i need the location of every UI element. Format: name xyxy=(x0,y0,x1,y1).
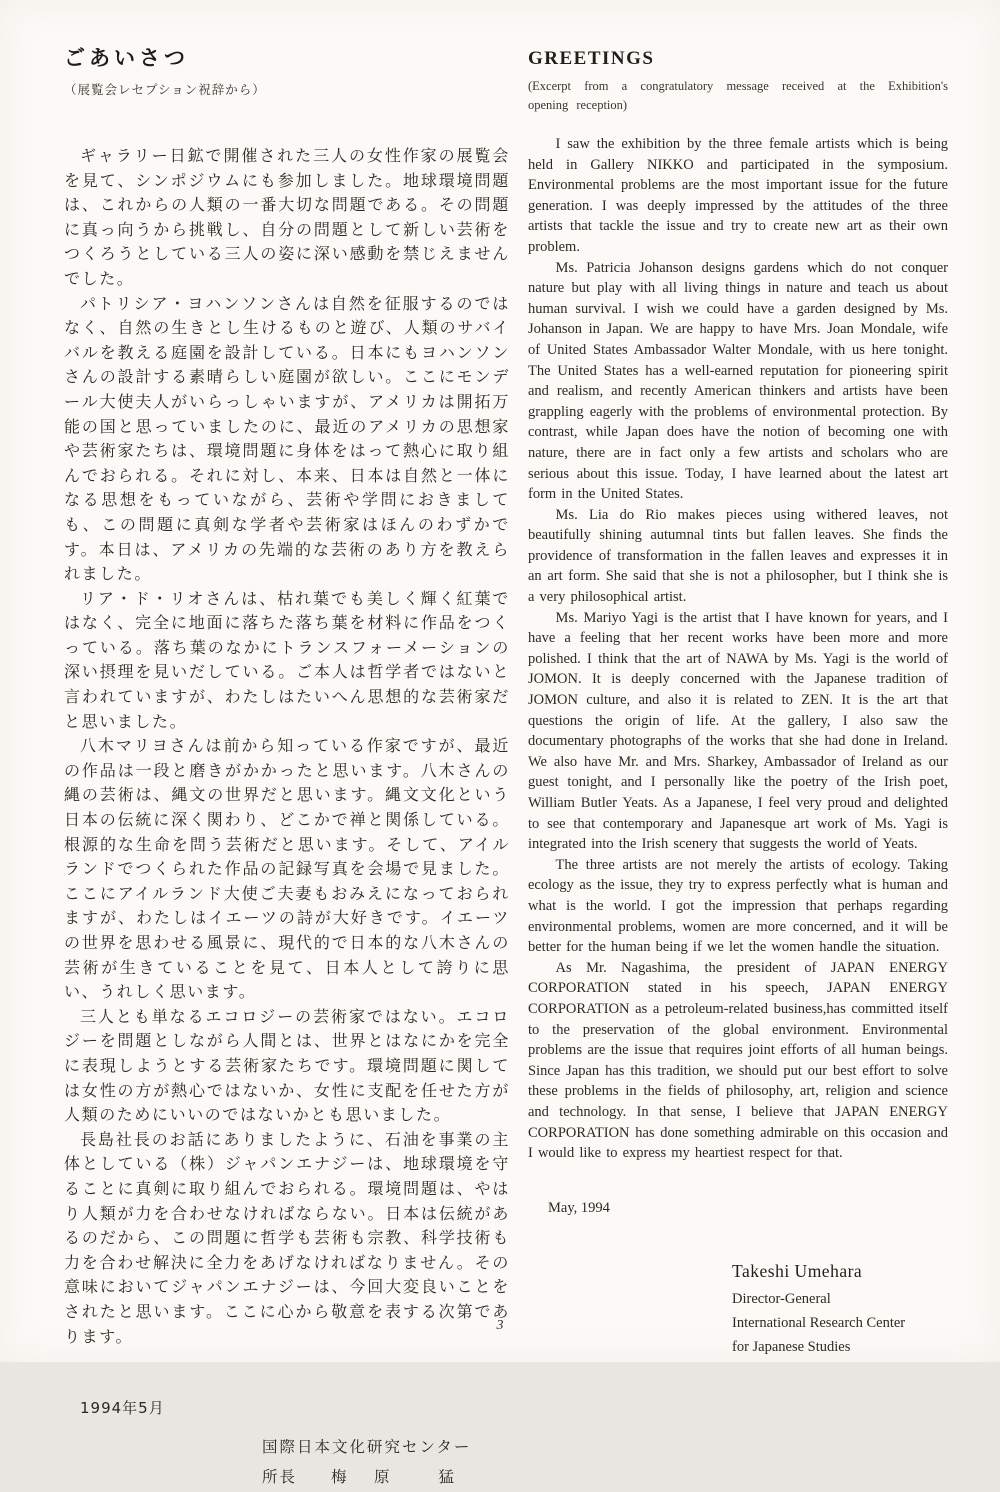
japanese-signature-block xyxy=(64,1432,510,1492)
japanese-paragraph: ギャラリー日鉱で開催された三人の女性作家の展覧会を見て、シンポジウムにも参加しました。地球環境問題は、これからの人類の一番大切な問題である。その問題に真っ向うから挑戦し、自分の問題として新しい芸術をつくろうとしている三人の姿に深い感動を禁じえませんでした。 xyxy=(64,146,510,288)
japanese-body xyxy=(64,144,510,1349)
japanese-signature-name: 梅 原 猛 xyxy=(331,1468,461,1487)
english-paragraph: I saw the exhibition by the three female artists which is being held in Gallery NIKKO and participated in the symposium. Environmental problems are the most important issue for the future generation. I was deeply impressed by the attitudes of the three artists that tackle the issue and try to create new art as their own problem. xyxy=(528,136,948,255)
english-signature-line: Director-General xyxy=(732,1290,831,1307)
english-date: May, 1994 xyxy=(548,1199,610,1216)
japanese-column xyxy=(64,42,510,1492)
english-column xyxy=(528,48,948,1359)
english-signature-line: International Research Center xyxy=(732,1314,906,1331)
japanese-paragraph: パトリシア・ヨハンソンさんは自然を征服するのではなく、自然の生きとし生けるものと遊び、人類のサバイバルを教える庭園を設計している。日本にもヨハンソンさんの設計する素晴らしい庭園が欲しい。ここにモンデール大使夫人がいらっしゃいますが、アメリカは開拓万能の国と思っていましたのに、最近のアメリカの思想家や芸術家たちは、環境問題に身体をはって熱心に取り組んでおられる。それに対し、本来、日本は自然と一体になる思想をもっていながら、芸術や学問におきましても、この問題に真剣な学者や芸術家はほんのわずかです。本日は、アメリカの先端的な芸術のあり方を教えられました。 xyxy=(64,293,510,584)
page-number: 3 xyxy=(496,1318,504,1333)
english-body xyxy=(528,134,948,1164)
english-signature-name: Takeshi Umehara xyxy=(732,1260,863,1281)
english-subtitle: (Excerpt from a congratulatory message received at the Exhibition's opening reception) xyxy=(528,79,948,112)
english-paragraph: Ms. Patricia Johanson designs gardens which do not conquer nature but play with all living things in nature and teach us about human survival. I wish we could have a garden designed by Ms. Johanson in Japan. We are happy to have Mrs. Joan Mondale, wife of United States Ambassador Walter Mondale, with us here tonight. The United States has a well-earned reputation for pioneering spirit and realism, and recently American thinkers and artists have been grappling eagerly with the problems of environmental protection. By contrast, while Japan does have the notion of becoming one with nature, there are in fact only a few artists and scholars who are serious about this issue. Today, I have learned about the latest art form in the United States. xyxy=(528,259,948,503)
english-paragraph: As Mr. Nagashima, the president of JAPAN ENERGY CORPORATION stated in his speech, JAPAN ENERGY CORPORATION as a petroleum-related business,has committed itself to the preservation of the global environment. Environmental problems are the issue that requires joint efforts of all human beings. Since Japan has this tradition, we should put our best effort to solve these problems in the fields of philosophy, art, religion and science and technology. In that sense, I believe that JAPAN ENERGY CORPORATION has done something admirable on this occasion and I would like to express my heartiest respect for that. xyxy=(528,959,948,1162)
japanese-paragraph: 三人とも単なるエコロジーの芸術家ではない。エコロジーを問題としながら人間とは、世界とはなにかを完全に表現しようとする芸術家たちです。環境問題に関しては女性の方が熱心ではないか、女性に支配を任せた方が人類のためにいいのではないかとも思いました。 xyxy=(64,1006,510,1125)
japanese-signature-org: 国際日本文化研究センター xyxy=(262,1438,472,1457)
english-paragraph: Ms. Lia do Rio makes pieces using withered leaves, not beautifully shining autumnal tints but fallen leaves. She finds the providence of transformation in the fallen leaves and expresses it in an art form. She said that she is not a philosopher, but I think she is a very philosophical artist. xyxy=(528,506,948,606)
english-signature-block xyxy=(528,1261,948,1359)
english-paragraph: Ms. Mariyo Yagi is the artist that I have known for years, and I have a feeling that her recent works have been more and more polished. I think that the art of NAWA by Ms. Yagi is the world of JOMON. It is deeply concerned with the Japanese tradition of JOMON culture, and also it is related to ZEN. It is the art that questions the origin of life. At the gallery, I also saw the documentary photographs of the works that she had done in Ireland. We also have Mr. and Mrs. Sharkey, Ambassador of Ireland as our guest tonight, and I personally like the poetry of the Irish poet, William Butler Yeats. As a Japanese, I feel very proud and delighted to see that contemporary and Japanesque art work of Ms. Yagi is integrated into the Irish scenery that suggests the world of Yeats. xyxy=(528,609,948,853)
english-signature-line: for Japanese Studies xyxy=(732,1338,851,1355)
japanese-title: ごあいさつ xyxy=(64,46,189,70)
japanese-date: 1994年5月 xyxy=(80,1399,165,1418)
japanese-subtitle: （展覧会レセプション祝辞から） xyxy=(64,82,266,97)
japanese-signature-line xyxy=(262,1462,510,1492)
japanese-paragraph: 八木マリヨさんは前から知っている作家ですが、最近の作品は一段と磨きがかかったと思います。八木さんの縄の芸術は、縄文の世界だと思います。縄文文化という日本の伝統に深く関わり、どこかで禅と関係している。根源的な生命を問う芸術だと思います。そして、アイルランドでつくられた作品の記録写真を会場で見ました。ここにアイルランド大使ご夫妻もおみえになっておられますが、わたしはイエーツの詩が大好きです。イエーツの世界を思わせる風景に、現代的で日本的な八木さんの芸術が生きていることを見て、日本人として誇りに思い、うれしく思います。 xyxy=(64,736,510,1002)
japanese-paragraph: リア・ド・リオさんは、枯れ葉でも美しく輝く紅葉ではなく、完全に地面に落ちた落ち葉を材料に作品をつくっている。落ち葉のなかにトランスフォーメーションの深い摂理を見いだしている。ご本人は哲学者ではないと言われていますが、わたしはたいへん思想的な芸術家だと思いました。 xyxy=(64,588,510,731)
english-paragraph: The three artists are not merely the artists of ecology. Taking ecology as the issue, they try to express perfectly what is human and what is the world. I got the impression that perhaps regarding environmental problems, women are more concerned, and it will be better for the human being if we let the women handle the situation. xyxy=(528,856,948,956)
japanese-signature-title: 所長 xyxy=(262,1468,298,1487)
japanese-paragraph: 長島社長のお話にありましたように、石油を事業の主体としている（株）ジャパンエナジーは、地球環境を守ることに真剣に取り組んでおられる。環境問題は、やはり人類が力を合わせなければならない。日本は伝統があるのだから、この問題に哲学も芸術も宗教、科学技術も力を合わせ解決に全力をあげなければなりません。その意味においてジャパンエナジーは、今回大変良いことをされたと思います。ここに心から敬意を表する次第であります。 xyxy=(64,1129,510,1346)
english-title: GREETINGS xyxy=(528,48,655,69)
